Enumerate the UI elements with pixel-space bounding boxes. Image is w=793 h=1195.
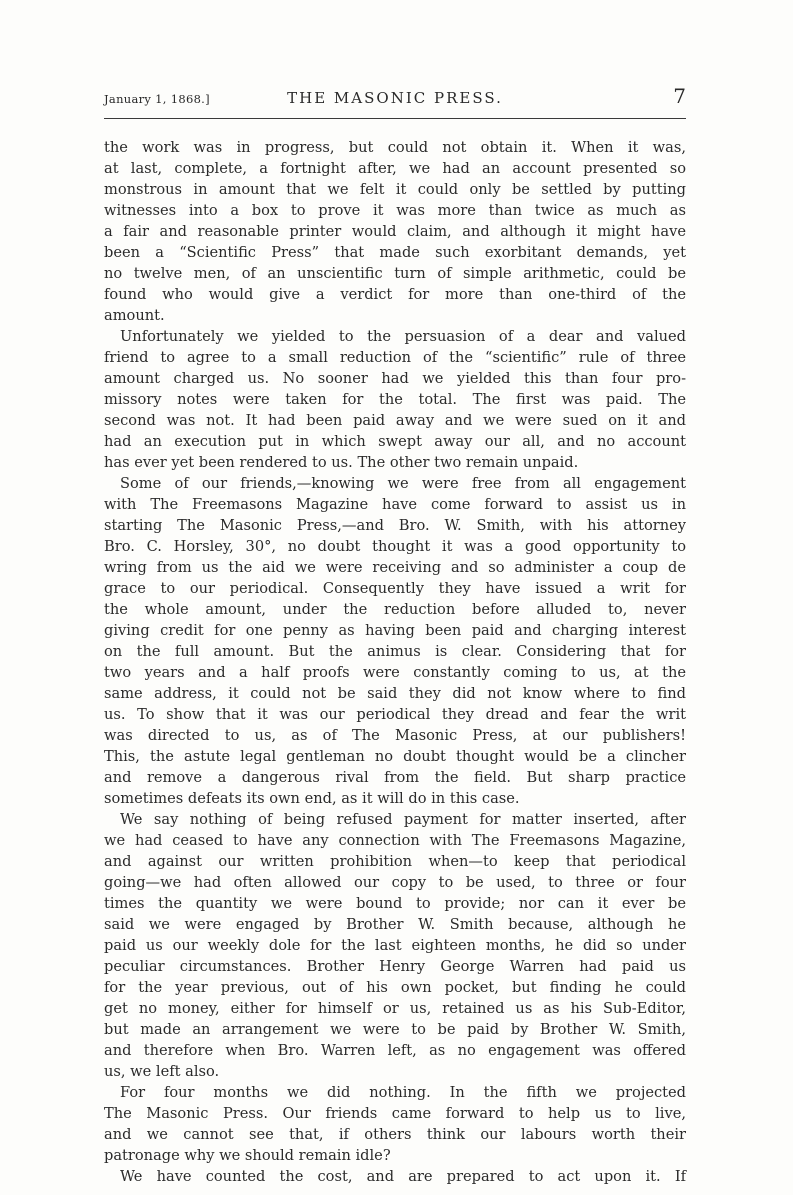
text-line: amount charged us. No sooner had we yielded this than four pro-	[104, 370, 686, 387]
text-line: we had ceased to have any connection with The Freemasons Magazine,	[104, 832, 686, 849]
text-line: paid us our weekly dole for the last eighteen months, he did so under	[104, 937, 686, 954]
text-line: grace to our periodical. Consequently they have issued a writ for	[104, 580, 686, 597]
header-rule	[104, 118, 686, 119]
text-line: and therefore when Bro. Warren left, as no engagement was offered	[104, 1042, 686, 1059]
text-line: no twelve men, of an unscientific turn of simple arithmetic, could be	[104, 265, 686, 282]
text-line: the work was in progress, but could not obtain it. When it was,	[104, 139, 686, 156]
page-header	[104, 86, 686, 114]
text-line: Bro. C. Horsley, 30°, no doubt thought it was a good opportunity to	[104, 538, 686, 555]
text-line: friend to agree to a small reduction of the “scientific” rule of three	[104, 349, 686, 366]
text-line: said we were engaged by Brother W. Smith because, although he	[104, 916, 686, 933]
text-line: had an execution put in which swept away our all, and no account	[104, 433, 686, 450]
text-line: but made an arrangement we were to be paid by Brother W. Smith,	[104, 1021, 686, 1038]
text-line: and we cannot see that, if others think our labours worth their	[104, 1126, 686, 1143]
text-line: found who would give a verdict for more than one-third of the	[104, 286, 686, 303]
text-line: wring from us the aid we were receiving and so administer a coup de	[104, 559, 686, 576]
text-line: For four months we did nothing. In the fifth we projected	[120, 1084, 686, 1101]
text-line: with The Freemasons Magazine have come forward to assist us in	[104, 496, 686, 513]
text-line: Unfortunately we yielded to the persuasion of a dear and valued	[120, 328, 686, 345]
text-line: The Masonic Press. Our friends came forward to help us to live,	[104, 1105, 686, 1122]
text-line: been a “Scientific Press” that made such exorbitant demands, yet	[104, 244, 686, 261]
text-line: This, the astute legal gentleman no doubt thought would be a clincher	[104, 748, 686, 765]
text-line: going—we had often allowed our copy to be used, to three or four	[104, 874, 686, 891]
text-line: monstrous in amount that we felt it could only be settled by putting	[104, 181, 686, 198]
header-title: THE MASONIC PRESS.	[287, 89, 503, 107]
text-line: Some of our friends,—knowing we were free from all engagement	[120, 475, 686, 492]
text-line: We have counted the cost, and are prepared to act upon it. If	[120, 1168, 686, 1185]
text-line: times the quantity we were bound to provide; nor can it ever be	[104, 895, 686, 912]
article-body	[104, 137, 686, 1187]
text-line: sometimes defeats its own end, as it will do in this case.	[104, 790, 520, 807]
text-line: was directed to us, as of The Masonic Press, at our publishers!	[104, 727, 686, 744]
text-line: us. To show that it was our periodical they dread and fear the writ	[104, 706, 686, 723]
text-line: missory notes were taken for the total. The first was paid. The	[104, 391, 686, 408]
text-line: peculiar circumstances. Brother Henry George Warren had paid us	[104, 958, 686, 975]
text-line: same address, it could not be said they did not know where to find	[104, 685, 686, 702]
text-line: us, we left also.	[104, 1063, 220, 1080]
page-number: 7	[673, 84, 686, 108]
header-date: January 1, 1868.]	[104, 92, 210, 106]
text-line: on the full amount. But the animus is clear. Considering that for	[104, 643, 686, 660]
text-line: two years and a half proofs were constantly coming to us, at the	[104, 664, 686, 681]
text-line: at last, complete, a fortnight after, we had an account presented so	[104, 160, 686, 177]
text-line: patronage why we should remain idle?	[104, 1147, 391, 1164]
text-line: and against our written prohibition when—to keep that periodical	[104, 853, 686, 870]
text-line: giving credit for one penny as having been paid and charging interest	[104, 622, 686, 639]
text-line: has ever yet been rendered to us. The other two remain unpaid.	[104, 454, 579, 471]
text-line: a fair and reasonable printer would claim, and although it might have	[104, 223, 686, 240]
text-line: amount.	[104, 307, 165, 324]
text-line: get no money, either for himself or us, retained us as his Sub-Editor,	[104, 1000, 686, 1017]
text-line: starting The Masonic Press,—and Bro. W. Smith, with his attorney	[104, 517, 686, 534]
text-line: We say nothing of being refused payment for matter inserted, after	[120, 811, 686, 828]
text-line: and remove a dangerous rival from the field. But sharp practice	[104, 769, 686, 786]
text-line: for the year previous, out of his own pocket, but finding he could	[104, 979, 686, 996]
text-line: the whole amount, under the reduction before alluded to, never	[104, 601, 686, 618]
text-line: witnesses into a box to prove it was more than twice as much as	[104, 202, 686, 219]
text-line: second was not. It had been paid away and we were sued on it and	[104, 412, 686, 429]
